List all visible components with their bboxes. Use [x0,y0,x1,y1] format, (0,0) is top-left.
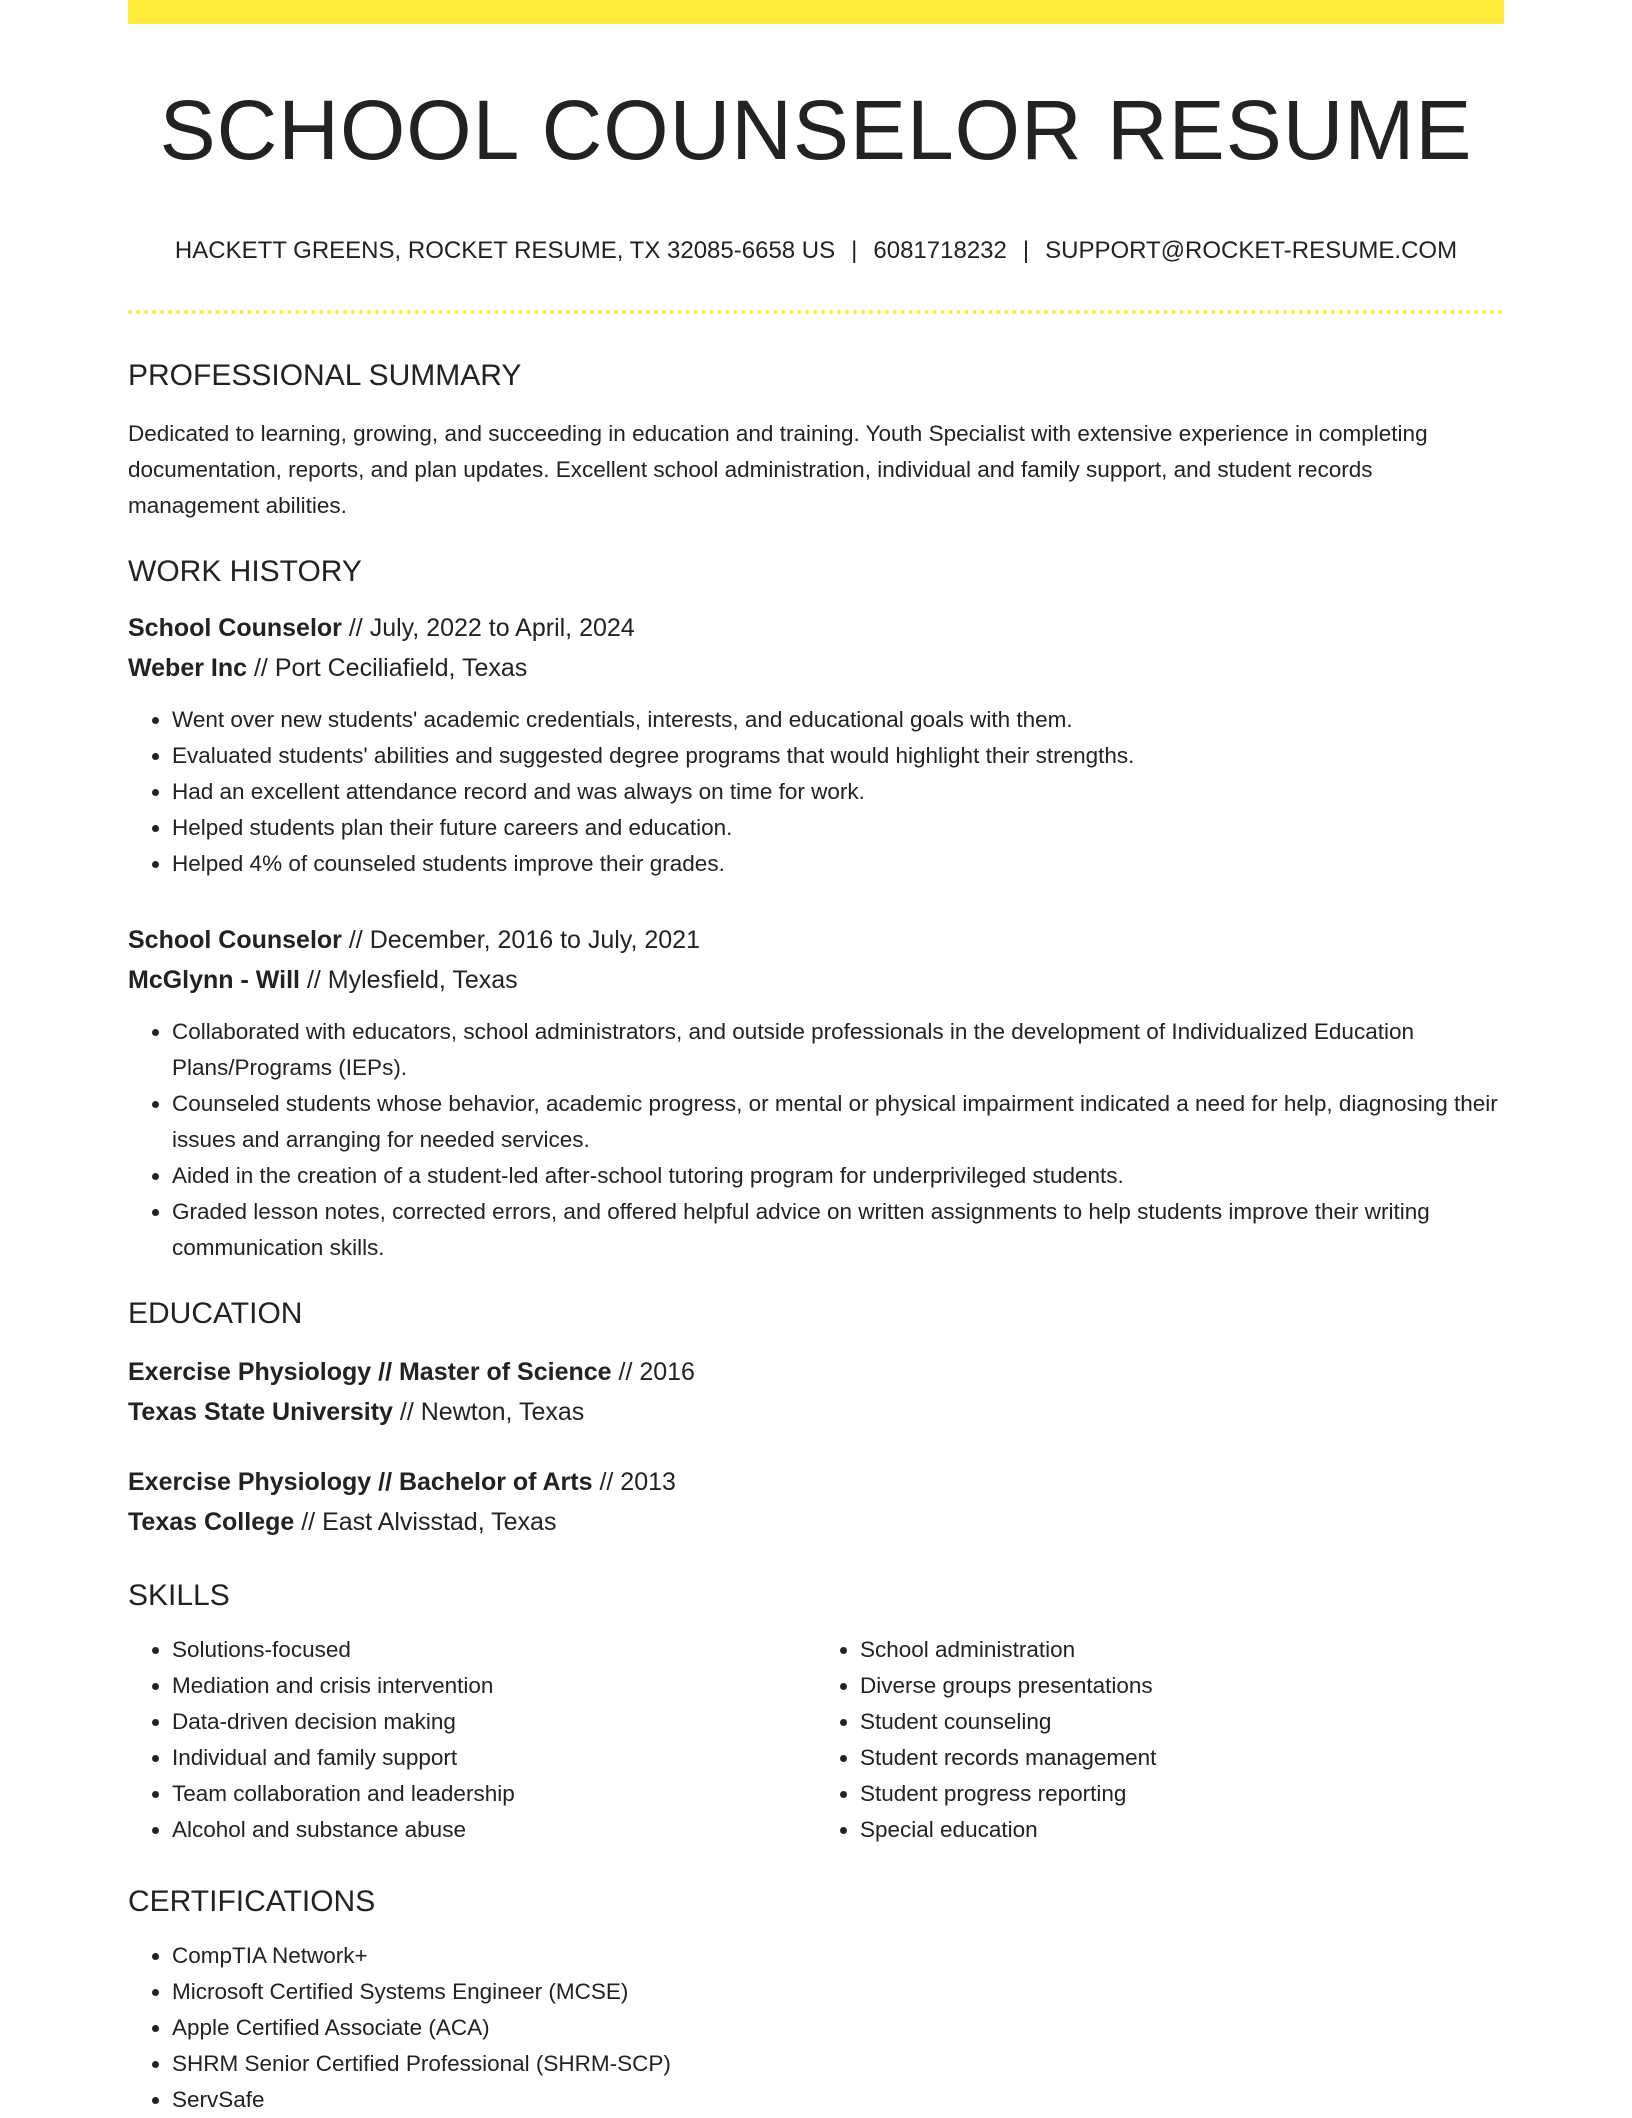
skill-item: • Mediation and crisis intervention [172,1668,816,1704]
job-company-line [128,648,1504,688]
skills-heading: SKILLS [128,1579,230,1612]
job-dates: // July, 2022 to April, 2024 [348,614,635,642]
education-location: // East Alvisstad, Texas [301,1508,557,1536]
education-heading: EDUCATION [128,1297,303,1330]
job-entry [128,608,1504,882]
job-title: School Counselor [128,614,342,642]
skills-list-right [816,1632,1504,1848]
skill-item: • Student counseling [860,1704,1504,1740]
job-title-line [128,608,1504,648]
certifications-list [128,1938,1504,2118]
job-company-line [128,960,1504,1000]
skill-item: • Data-driven decision making [172,1704,816,1740]
job-bullet: • Graded lesson notes, corrected errors, and offered helpful advice on written assignments to help students improve their writing communication skills. [172,1194,1504,1266]
education-year: // 2016 [618,1358,695,1386]
job-location: // Mylesfield, Texas [306,966,518,994]
job-bullet: • Went over new students' academic credentials, interests, and educational goals with them. [172,702,1504,738]
skill-item: • Individual and family support [172,1740,816,1776]
education-school: Texas State University [128,1398,393,1426]
job-entry [128,920,1504,1266]
skills-columns [128,1632,1504,1848]
dotted-divider [128,310,1504,314]
contact-line [128,236,1504,266]
job-bullet: • Helped students plan their future careers and education. [172,810,1504,846]
contact-separator: | [1022,237,1030,264]
summary-text: Dedicated to learning, growing, and succeeding in education and training. Youth Specialist with extensive experience in completing documentation, reports, and plan updates. Excellent school administration, individual and family support, and student records management abilities. [128,421,1428,518]
job-dates: // December, 2016 to July, 2021 [348,926,700,954]
job-bullet: • Counseled students whose behavior, academic progress, or mental or physical impairment indicated a need for help, diagnosing their issues and arranging for needed services. [172,1086,1504,1158]
skill-item: • Diverse groups presentations [860,1668,1504,1704]
skill-item: • Team collaboration and leadership [172,1776,816,1812]
job-company: Weber Inc [128,654,248,682]
job-bullet: • Had an excellent attendance record and was always on time for work. [172,774,1504,810]
contact-address: HACKETT GREENS, ROCKET RESUME, TX 32085-6658 US [174,237,836,264]
education-degree-line [128,1462,1504,1502]
job-bullet: • Collaborated with educators, school administrators, and outside professionals in the development of Individualized Education Plans/Programs (IEPs). [172,1014,1504,1086]
resume-title: SCHOOL COUNSELOR RESUME [159,83,1473,177]
job-bullets [128,1014,1504,1266]
education-degree: Exercise Physiology // Bachelor of Arts [128,1468,593,1496]
resume-page [128,0,1504,2118]
job-company: McGlynn - Will [128,966,300,994]
job-location: // Port Ceciliafield, Texas [253,654,528,682]
certification-item: • CompTIA Network+ [172,1938,1504,1974]
job-title-line [128,920,1504,960]
skill-item: • Alcohol and substance abuse [172,1812,816,1848]
education-degree-line [128,1352,1504,1392]
certification-item: • SHRM Senior Certified Professional (SHRM-SCP) [172,2046,1504,2082]
top-accent-bar [128,0,1504,24]
skill-item: • School administration [860,1632,1504,1668]
job-bullet: • Evaluated students' abilities and suggested degree programs that would highlight their strengths. [172,738,1504,774]
job-bullet: • Helped 4% of counseled students improve their grades. [172,846,1504,882]
contact-phone: 6081718232 [873,237,1007,264]
work-history-heading: WORK HISTORY [128,555,362,588]
education-entry [128,1462,1504,1542]
contact-separator: | [851,237,858,264]
skill-item: • Student records management [860,1740,1504,1776]
education-entry [128,1352,1504,1432]
education-year: // 2013 [599,1468,676,1496]
education-school-line [128,1392,1504,1432]
job-title: School Counselor [128,926,342,954]
contact-email: SUPPORT@ROCKET-RESUME.COM [1045,237,1458,264]
job-bullets [128,702,1504,882]
education-school: Texas College [128,1508,295,1536]
certification-item: • ServSafe [172,2082,1504,2118]
skills-list-left [128,1632,816,1848]
job-bullet: • Aided in the creation of a student-led after-school tutoring program for underprivileged students. [172,1158,1504,1194]
certifications-heading: CERTIFICATIONS [128,1885,376,1918]
certification-item: • Microsoft Certified Systems Engineer (MCSE) [172,1974,1504,2010]
education-location: // Newton, Texas [399,1398,585,1426]
education-school-line [128,1502,1504,1542]
summary-heading: PROFESSIONAL SUMMARY [128,359,522,392]
certification-item: • Apple Certified Associate (ACA) [172,2010,1504,2046]
skill-item: • Student progress reporting [860,1776,1504,1812]
skill-item: • Special education [860,1812,1504,1848]
education-degree: Exercise Physiology // Master of Science [128,1358,612,1386]
skill-item: • Solutions-focused [172,1632,816,1668]
